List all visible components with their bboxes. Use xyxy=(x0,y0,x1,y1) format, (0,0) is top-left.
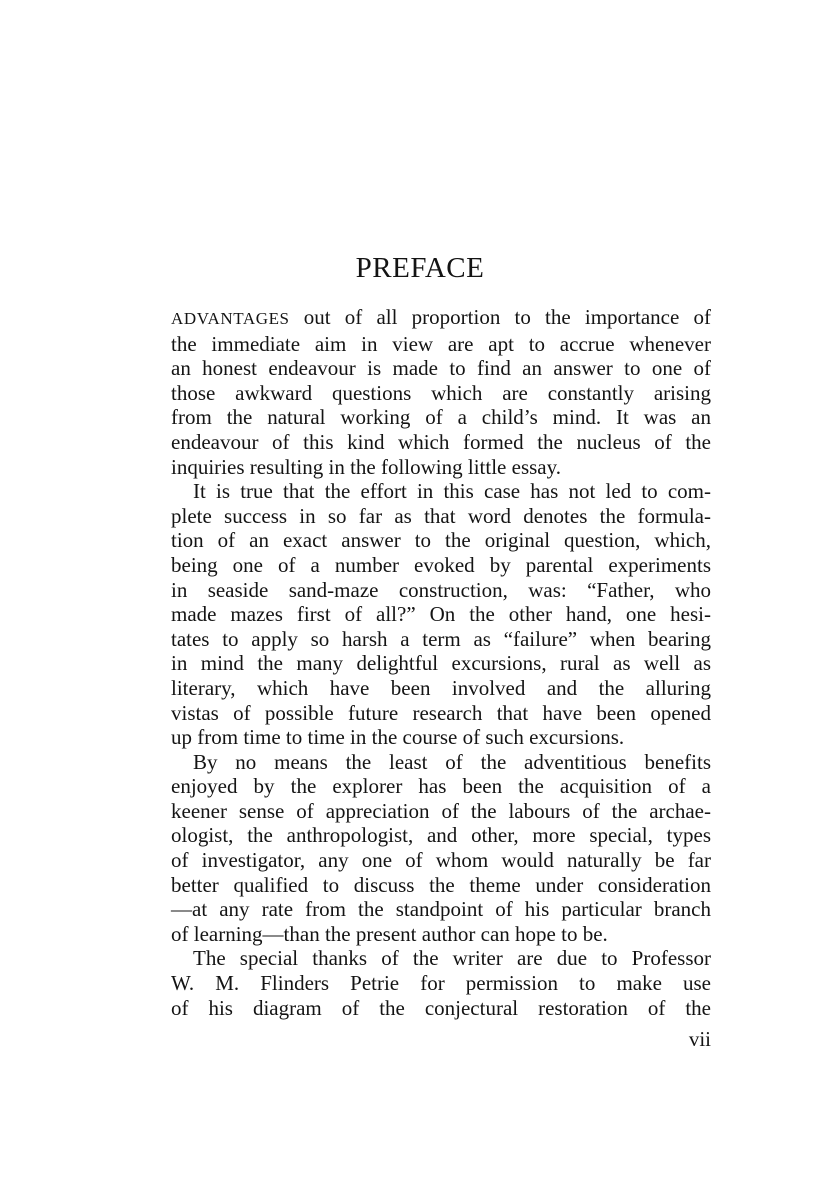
text-line: of learning—than the present author can hope to be. xyxy=(171,921,608,946)
preface-body xyxy=(171,305,711,1020)
text-line: up from time to time in the course of such excursions. xyxy=(171,725,625,750)
text-line: better qualified to discuss the theme under consideration xyxy=(171,872,711,897)
paragraph-2 xyxy=(171,479,711,750)
text-line: made mazes first of all?” On the other hand, one hesi- xyxy=(171,602,711,627)
paragraph-3 xyxy=(171,750,711,947)
text-line: —at any rate from the standpoint of his particular branch xyxy=(171,897,711,922)
text-line: inquiries resulting in the following little essay. xyxy=(171,454,561,479)
text-line: ADVANTAGES out of all proportion to the importance of xyxy=(171,305,711,329)
text-line: literary, which have been involved and the alluring xyxy=(171,675,711,700)
text-line: being one of a number evoked by parental experiments xyxy=(171,552,711,577)
paragraph-4 xyxy=(171,946,711,1020)
text-line: W. M. Flinders Petrie for permission to make use xyxy=(171,971,711,996)
text-line: endeavour of this kind which formed the nucleus of the xyxy=(171,429,711,454)
text-line: vistas of possible future research that have been opened xyxy=(171,700,711,725)
text-line: It is true that the effort in this case has not led to com- xyxy=(193,479,711,504)
text-line: of his diagram of the conjectural restoration of the xyxy=(171,995,711,1020)
page-title: PREFACE xyxy=(355,252,485,284)
text-line: in mind the many delightful excursions, rural as well as xyxy=(171,651,711,676)
text-line: ologist, the anthropologist, and other, more special, types xyxy=(171,823,711,848)
small-caps-lead: ADVANTAGES xyxy=(171,309,290,328)
text-line: keener sense of appreciation of the labours of the archae- xyxy=(171,798,711,823)
text-line: of investigator, any one of whom would naturally be far xyxy=(171,848,711,873)
text-line: tates to apply so harsh a term as “failure” when bearing xyxy=(171,626,711,651)
text-line: the immediate aim in view are apt to accrue whenever xyxy=(171,331,711,356)
text-line: enjoyed by the explorer has been the acquisition of a xyxy=(171,774,711,799)
text-line: in seaside sand-maze construction, was: “Father, who xyxy=(171,577,711,602)
text-line: plete success in so far as that word denotes the formula- xyxy=(171,503,711,528)
text-line: tion of an exact answer to the original question, which, xyxy=(171,528,711,553)
text-line: By no means the least of the adventitious benefits xyxy=(193,749,711,774)
text-line: an honest endeavour is made to find an answer to one of xyxy=(171,356,711,381)
text-line: The special thanks of the writer are due to Professor xyxy=(193,946,711,971)
page-number: vii xyxy=(688,1027,711,1051)
paragraph-1 xyxy=(171,305,711,479)
text-line: from the natural working of a child’s mind. It was an xyxy=(171,405,711,430)
text-line: those awkward questions which are constantly arising xyxy=(171,380,711,405)
